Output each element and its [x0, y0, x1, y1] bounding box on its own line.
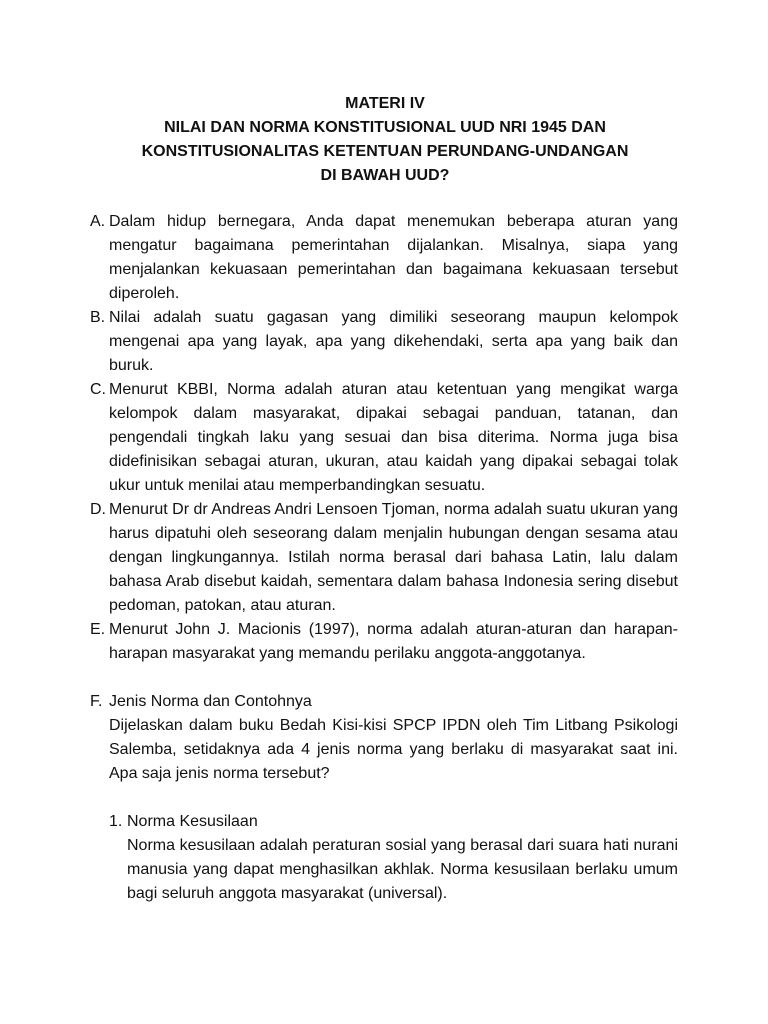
list-marker: E.	[90, 621, 106, 638]
list-item-text: Nilai adalah suatu gagasan yang dimiliki seseorang maupun kelompok mengenai apa yang layak, apa yang dikehendaki, serta apa yang baik dan buruk.	[109, 309, 678, 374]
section-f-intro: Dijelaskan dalam buku Bedah Kisi-kisi SPCP IPDN oleh Tim Litbang Psikologi Salemba, setidaknya ada 4 jenis norma yang berlaku di masyarakat saat ini. Apa saja jenis norma tersebut?	[109, 717, 678, 782]
list-item-text: Menurut KBBI, Norma adalah aturan atau ketentuan yang mengikat warga kelompok dalam masyarakat, dipakai sebagai panduan, tatanan, dan pengendali tingkah laku yang sesuai dan bisa diterima. Norma juga bisa didefinisikan sebagai aturan, ukuran, atau kaidah yang dipakai sebagai tolak ukur untuk menilai atau memperbandingkan sesuatu.	[109, 381, 678, 494]
list-item	[90, 306, 678, 378]
numbered-item-heading: Norma Kesusilaan	[127, 813, 258, 830]
document-title	[92, 92, 678, 188]
section-f-heading: Jenis Norma dan Contohnya	[109, 693, 312, 710]
list-item-text: Menurut Dr dr Andreas Andri Lensoen Tjoman, norma adalah suatu ukuran yang harus dipatuhi oleh seseorang dalam menjalin hubungan dengan sesama atau dengan lingkungannya. Istilah norma berasal dari bahasa Latin, lalu dalam bahasa Arab disebut kaidah, sementara dalam bahasa Indonesia sering disebut pedoman, patokan, atau aturan.	[109, 501, 678, 614]
list-item-text: Menurut John J. Macionis (1997), norma adalah aturan-aturan dan harapan-harapan masyarakat yang memandu perilaku anggota-anggotanya.	[109, 621, 678, 662]
title-line-1: MATERI IV	[345, 95, 425, 112]
title-line-4: DI BAWAH UUD?	[320, 167, 450, 184]
numbered-item-text: Norma kesusilaan adalah peraturan sosial yang berasal dari suara hati nurani manusia yang dapat menghasilkan akhlak. Norma kesusilaan berlaku umum bagi seluruh anggota masyarakat (universal).	[127, 837, 678, 902]
list-marker: F.	[90, 693, 103, 710]
list-marker: C.	[90, 381, 106, 398]
list-marker: B.	[90, 309, 106, 326]
numbered-item-header	[109, 810, 678, 834]
content-list	[90, 210, 678, 906]
title-line-3: KONSTITUSIONALITAS KETENTUAN PERUNDANG-UNDANGAN	[141, 143, 629, 160]
list-marker: A.	[90, 213, 106, 230]
list-item	[90, 210, 678, 306]
list-item	[90, 498, 678, 618]
section-f	[90, 690, 678, 906]
section-f-content	[109, 690, 678, 906]
list-marker: D.	[90, 501, 106, 518]
list-item	[90, 618, 678, 666]
title-line-2: NILAI DAN NORMA KONSTITUSIONAL UUD NRI 1945 DAN	[164, 119, 606, 136]
numbered-item	[109, 810, 678, 906]
numbered-marker: 1.	[109, 813, 123, 830]
list-item	[90, 378, 678, 498]
list-item-text: Dalam hidup bernegara, Anda dapat menemukan beberapa aturan yang mengatur bagaimana pemerintahan dijalankan. Misalnya, siapa yang menjalankan kekuasaan pemerintahan dan bagaimana kekuasaan tersebut diperoleh.	[109, 213, 678, 302]
